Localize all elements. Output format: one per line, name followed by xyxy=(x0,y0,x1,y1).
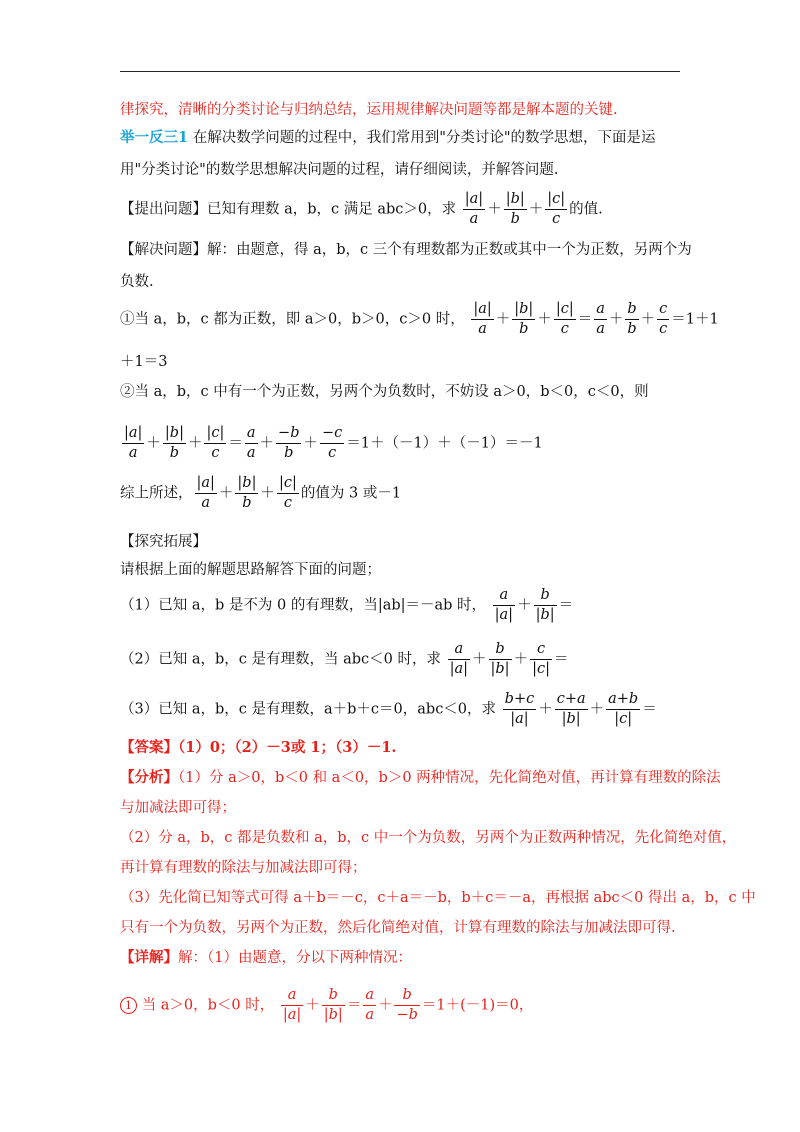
intro-line-1 xyxy=(120,128,656,148)
case2-formula: $\frac{|a|}{a}$ ＋ $\frac{|b|}{b}$ ＋ $\frac{|c|}{c}$ ＝ $\frac{a}{a}$ ＋ $\frac{-b}{b}$ ＋ $\frac{-c}{c}$ ＝1＋（－1）＋（－1）＝－1 xyxy=(124,425,543,461)
q1-text: （1）已知 a，b 是不为 0 的有理数，当|ab|＝－ab 时， xyxy=(120,597,487,614)
analysis-p1b: 与加减法即可得； xyxy=(120,800,236,816)
detail-case-lead: 当 a＞0，b＜0 时， xyxy=(141,997,275,1014)
fraction: $\frac{|a|}{a}$ xyxy=(464,191,484,227)
intro-text-1: 在解决数学问题的过程中，我们常用到"分类讨论"的数学思想，下面是运 xyxy=(192,130,656,146)
case1-result-b: ＋1＝3 xyxy=(120,354,168,370)
intro-line-2: 用"分类讨论"的数学思想解决问题的过程，请仔细阅读，并解答问题. xyxy=(120,162,559,178)
analysis-p2b: 再计算有理数的除法与加减法即可得； xyxy=(120,860,367,876)
case1: ①当 a，b，c 都为正数，即 a＞0，b＞0，c＞0 时， $\frac{|a|}{a}$ ＋ $\frac{|b|}{b}$ ＋ $\frac{|c|}{c}$ ＝ $\frac{a}{a}$ ＋ $\frac{b}{b}$ ＋ $\frac{c}{c}$ ＝1＋1 xyxy=(120,301,719,337)
q3-eq: ＝ xyxy=(642,701,657,718)
raise-text-b: 的值. xyxy=(569,201,603,218)
detail-case: 1 当 a＞0，b＜0 时， $\frac{a}{|a|}$ ＋ $\frac{b}{|b|}$ ＝ $\frac{a}{a}$ ＋ $\frac{b}{-b}$ ＝1＋(－1)＝0， xyxy=(120,986,533,1025)
answer-label: 【答案】 xyxy=(120,739,178,756)
case2-result: ＝1＋（－1）＋（－1）＝－1 xyxy=(346,435,543,452)
case2-lead: ②当 a，b，c 中有一个为正数，另两个为负数时，不妨设 a＞0，b＜0，c＜0，则 xyxy=(120,384,649,400)
solve-label: 【解决问题】 xyxy=(120,242,207,258)
analysis-line-1 xyxy=(120,768,721,788)
detail-case-result: ＝1＋(－1)＝0， xyxy=(421,997,534,1014)
case1-lead: ①当 a，b，c 都为正数，即 a＞0，b＞0，c＞0 时， xyxy=(120,311,465,328)
header-rule xyxy=(120,71,680,72)
analysis-p3b: 只有一个为负数，另两个为正数，然后化简绝对值，计算有理数的除法与加减法即可得. xyxy=(120,920,676,936)
q3-text: （3）已知 a，b，c 是有理数，a＋b＋c＝0，abc＜0，求 xyxy=(120,701,497,718)
summary-tail: 的值为 3 或－1 xyxy=(300,485,402,502)
detail-label: 【详解】 xyxy=(120,949,178,966)
raise-text-a: 已知有理数 a，b，c 满足 abc＞0，求 xyxy=(207,201,457,218)
answer xyxy=(120,738,396,758)
summary: 综上所述， $\frac{|a|}{a}$ ＋ $\frac{|b|}{b}$ ＋ $\frac{|c|}{c}$ 的值为 3 或－1 xyxy=(120,475,402,511)
fraction: $\frac{|c|}{c}$ xyxy=(547,191,566,227)
intro-tail: 律探究，清晰的分类讨论与归纳总结，运用规律解决问题等都是解本题的关键. xyxy=(120,102,618,118)
case1-result-a: ＝1＋1 xyxy=(671,311,719,328)
q2-text: （2）已知 a，b，c 是有理数，当 abc＜0 时，求 xyxy=(120,651,441,668)
analysis-p2a: （2）分 a，b，c 都是负数和 a，b，c 中一个为负数，另两个为正数两种情况，先化简绝对值， xyxy=(120,830,737,846)
question-1: （1）已知 a，b 是不为 0 的有理数，当|ab|＝－ab 时， $\frac{a}{|a|}$ ＋ $\frac{b}{|b|}$ ＝ xyxy=(120,587,574,623)
explore-label: 【探究拓展】 xyxy=(120,534,207,550)
q1-eq: ＝ xyxy=(558,597,574,614)
solve-line-1 xyxy=(120,240,692,260)
solve-text-1: 解：由题意，得 a，b，c 三个有理数都为正数或其中一个为正数，另两个为 xyxy=(207,242,692,258)
raise-problem: 【提出问题】已知有理数 a，b，c 满足 abc＞0，求 $\frac{|a|}{a}$ ＋ $\frac{|b|}{b}$ ＋ $\frac{|c|}{c}$ 的值. xyxy=(120,191,603,227)
detail-line xyxy=(120,948,412,968)
solve-line-2: 负数. xyxy=(120,274,154,290)
answer-text: （1）0；（2）－3或 1；（3）－1. xyxy=(178,739,397,756)
explore-prompt: 请根据上面的解题思路解答下面的问题； xyxy=(120,562,381,578)
fraction: $\frac{|b|}{b}$ xyxy=(505,191,525,227)
raise-label: 【提出问题】 xyxy=(120,201,207,218)
analysis-p3a: （3）先化简已知等式可得 a＋b＝－c，c＋a＝－b，b＋c＝－a，再根据 abc＜0 得出 a，b，c 中 xyxy=(120,890,756,906)
q2-eq: ＝ xyxy=(553,651,569,668)
question-2: （2）已知 a，b，c 是有理数，当 abc＜0 时，求 $\frac{a}{|a|}$ ＋ $\frac{b}{|b|}$ ＋ $\frac{c}{|c|}$ ＝ xyxy=(120,641,569,677)
analysis-p1a: （1）分 a＞0，b＜0 和 a＜0，b＞0 两种情况，先化简绝对值，再计算有理数的除法 xyxy=(178,770,721,786)
section-tag: 举一反三1 xyxy=(120,129,189,146)
summary-lead: 综上所述， xyxy=(120,485,193,502)
analysis-label: 【分析】 xyxy=(120,769,178,786)
detail-text: 解：（1）由题意，分以下两种情况： xyxy=(178,950,412,966)
circled-number: 1 xyxy=(120,997,137,1014)
question-3: （3）已知 a，b，c 是有理数，a＋b＋c＝0，abc＜0，求 $\frac{b+c}{|a|}$ ＋ $\frac{c+a}{|b|}$ ＋ $\frac{a+b}{|c|}$ ＝ xyxy=(120,691,657,727)
